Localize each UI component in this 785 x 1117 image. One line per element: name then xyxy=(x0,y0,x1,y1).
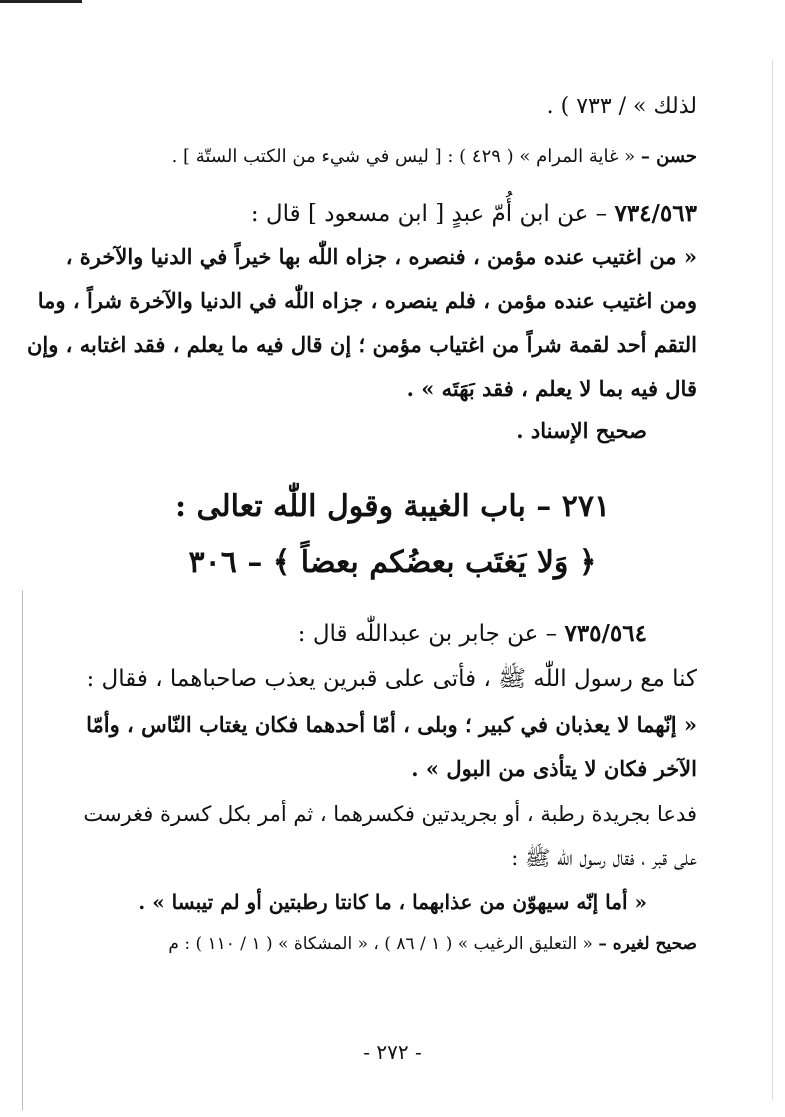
text-segment: « التعليق الرغيب » ( ١ / ٨٦ ) ، « المشكاة » ( ١ / ١١٠ ) : م xyxy=(168,934,599,954)
text-line: لذلك » / ٧٣٣ ) . xyxy=(546,94,697,119)
text-line: كنا مع رسول اللّٰه ﷺ ، فأتى على قبرين يعذب صاحباهما ، فقال : xyxy=(86,666,697,692)
hadith-header xyxy=(251,202,697,226)
page-number: - ٢٧٢ - xyxy=(363,1040,422,1064)
scan-edge-line xyxy=(772,60,773,1100)
verse-heading: ﴿ وَلا يَغتَب بعضُكم بعضاً ﴾ – ٣٠٦ xyxy=(188,545,597,580)
text-segment: – عن ابن أُمّ عبدٍ [ ابن مسعود ] قال : xyxy=(250,201,615,227)
text-line: « أما إنّه سيهوّن من عذابهما ، ما كانتا رطبتين أو لم تيبسا » . xyxy=(138,890,647,914)
text-line: التقم أحد لقمة شراً من اغتياب مؤمن ؛ إن قال فيه ما يعلم ، فقد اغتابه ، وإن xyxy=(26,332,697,357)
hadith-header xyxy=(298,622,647,646)
text-line: الآخر فكان لا يتأذى من البول » . xyxy=(411,756,697,781)
text-line: ومن اغتيب عنده مؤمن ، فلم ينصره ، جزاه اللّٰه في الدنيا والآخرة شراً ، وما xyxy=(37,288,697,313)
grading-line: صحيح الإسناد . xyxy=(516,418,647,443)
text-line: « من اغتيب عنده مؤمن ، فنصره ، جزاه اللّٰه بها خيراً في الدنيا والآخرة ، xyxy=(65,244,697,269)
text-line xyxy=(172,148,697,166)
hadith-number: ٧٣٥/٥٦٤ xyxy=(564,620,647,647)
text-line: قال فيه بما لا يعلم ، فقد بَهَتَه » . xyxy=(406,376,697,401)
grading-line xyxy=(168,936,697,953)
top-rule xyxy=(0,0,82,3)
text-segment: – عن جابر بن عبداللّٰه قال : xyxy=(297,621,565,647)
text-segment: « غاية المرام » ( ٤٢٩ ) : [ ليس في شيء من الكتب الستّة ] . xyxy=(171,146,641,167)
text-line: على قبر ، فقال رسول اللّٰه ﷺ : xyxy=(511,846,697,870)
grading-label: صحيح لغيره – xyxy=(598,934,697,954)
text-line: « إنّهما لا يعذبان في كبير ؛ وبلى ، أمّا أحدهما فكان يغتاب النّاس ، وأمّا xyxy=(86,712,697,737)
grading-label: حسن – xyxy=(640,146,697,167)
hadith-number: ٧٣٤/٥٦٣ xyxy=(614,200,697,227)
scan-edge-line xyxy=(22,590,23,1110)
text-line: فدعا بجريدة رطبة ، أو بجريدتين فكسرهما ، ثم أمر بكل كسرة فغرست xyxy=(83,802,697,826)
chapter-heading: ٢٧١ – باب الغيبة وقول اللّٰه تعالى : xyxy=(174,489,611,524)
